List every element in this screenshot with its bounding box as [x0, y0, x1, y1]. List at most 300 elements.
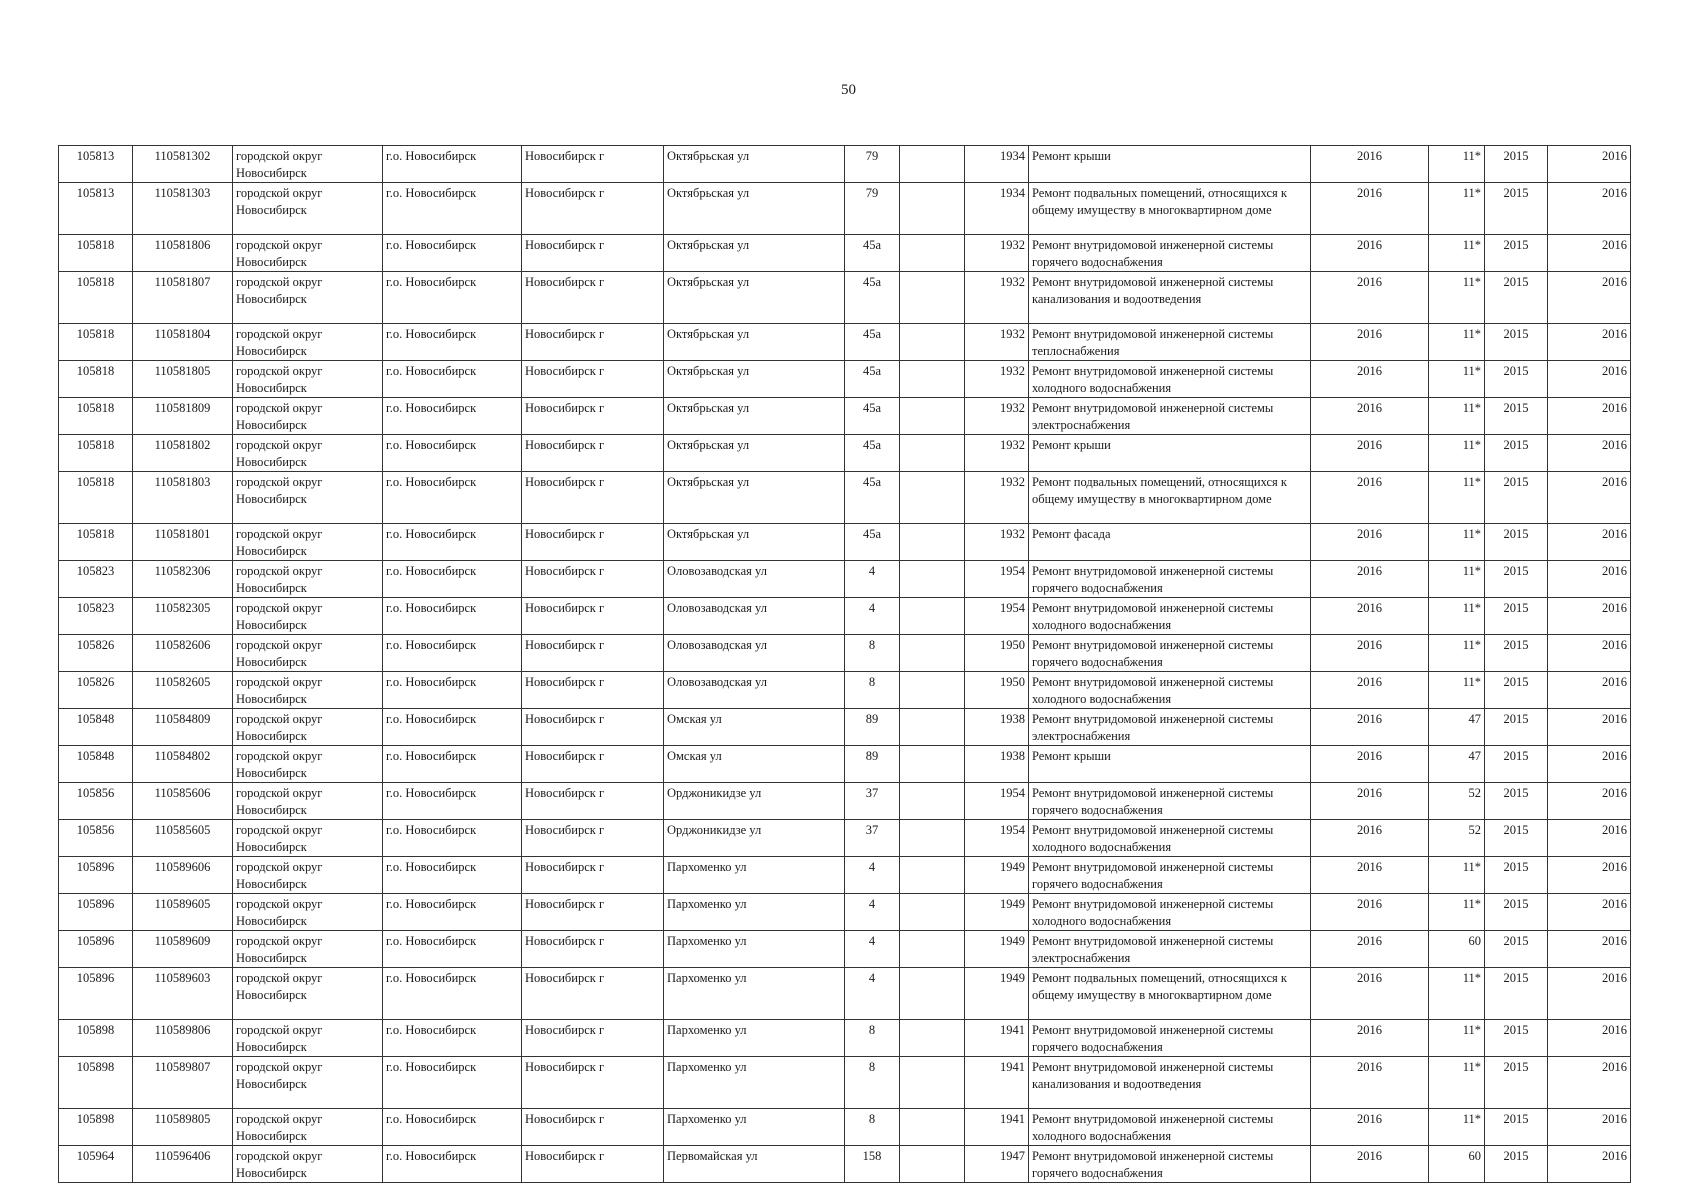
- cell-work-type: Ремонт внутридомовой инженерной системы канализования и водоотведения: [1029, 272, 1311, 324]
- cell-city: Новосибирск г: [522, 1109, 664, 1146]
- cell-street: Пархоменко ул: [664, 1109, 845, 1146]
- cell-street: Орджоникидзе ул: [664, 820, 845, 857]
- table-row: [59, 820, 1631, 857]
- cell-reference: 11*: [1429, 472, 1485, 524]
- cell-end-year: 2016: [1548, 857, 1631, 894]
- cell-work-type: Ремонт внутридомовой инженерной системы канализования и водоотведения: [1029, 1057, 1311, 1109]
- cell-reference: 11*: [1429, 561, 1485, 598]
- table-row: [59, 361, 1631, 398]
- cell-street: Октябрьская ул: [664, 272, 845, 324]
- cell-end-year: 2016: [1548, 435, 1631, 472]
- cell-work-type: Ремонт внутридомовой инженерной системы теплоснабжения: [1029, 324, 1311, 361]
- cell-plan-year: 2016: [1311, 435, 1429, 472]
- cell-building: [900, 361, 965, 398]
- cell-city: Новосибирск г: [522, 524, 664, 561]
- cell-street: Октябрьская ул: [664, 235, 845, 272]
- cell-build-year: 1932: [965, 472, 1029, 524]
- cell-reference: 52: [1429, 783, 1485, 820]
- table-row: [59, 598, 1631, 635]
- cell-district: г.о. Новосибирск: [383, 1146, 522, 1183]
- cell-end-year: 2016: [1548, 561, 1631, 598]
- table-row: [59, 931, 1631, 968]
- cell-reference: 11*: [1429, 1020, 1485, 1057]
- cell-plan-year: 2016: [1311, 931, 1429, 968]
- cell-house-number: 4: [845, 894, 900, 931]
- cell-house-number: 8: [845, 672, 900, 709]
- cell-build-year: 1932: [965, 324, 1029, 361]
- cell-house-id: 105818: [59, 435, 133, 472]
- cell-start-year: 2015: [1485, 183, 1548, 235]
- cell-city: Новосибирск г: [522, 598, 664, 635]
- cell-work-type: Ремонт крыши: [1029, 435, 1311, 472]
- cell-plan-year: 2016: [1311, 1109, 1429, 1146]
- cell-house-number: 4: [845, 857, 900, 894]
- cell-house-number: 45а: [845, 324, 900, 361]
- cell-start-year: 2015: [1485, 272, 1548, 324]
- cell-work-code: 110589805: [133, 1109, 233, 1146]
- cell-end-year: 2016: [1548, 931, 1631, 968]
- cell-work-code: 110581805: [133, 361, 233, 398]
- cell-plan-year: 2016: [1311, 561, 1429, 598]
- cell-reference: 11*: [1429, 1057, 1485, 1109]
- cell-build-year: 1954: [965, 598, 1029, 635]
- cell-house-number: 45а: [845, 272, 900, 324]
- cell-municipality: городской округ Новосибирск: [233, 561, 383, 598]
- cell-start-year: 2015: [1485, 1020, 1548, 1057]
- cell-district: г.о. Новосибирск: [383, 968, 522, 1020]
- cell-plan-year: 2016: [1311, 894, 1429, 931]
- cell-reference: 60: [1429, 1146, 1485, 1183]
- cell-city: Новосибирск г: [522, 1020, 664, 1057]
- cell-street: Оловозаводская ул: [664, 672, 845, 709]
- cell-district: г.о. Новосибирск: [383, 324, 522, 361]
- cell-work-code: 110581802: [133, 435, 233, 472]
- cell-plan-year: 2016: [1311, 361, 1429, 398]
- cell-reference: 47: [1429, 709, 1485, 746]
- cell-build-year: 1949: [965, 931, 1029, 968]
- cell-work-code: 110581801: [133, 524, 233, 561]
- cell-work-type: Ремонт внутридомовой инженерной системы горячего водоснабжения: [1029, 235, 1311, 272]
- table-row: [59, 472, 1631, 524]
- cell-work-code: 110582306: [133, 561, 233, 598]
- cell-work-type: Ремонт крыши: [1029, 146, 1311, 183]
- cell-street: Пархоменко ул: [664, 894, 845, 931]
- cell-end-year: 2016: [1548, 146, 1631, 183]
- cell-street: Орджоникидзе ул: [664, 783, 845, 820]
- cell-build-year: 1932: [965, 435, 1029, 472]
- cell-house-number: 45а: [845, 435, 900, 472]
- cell-work-type: Ремонт внутридомовой инженерной системы холодного водоснабжения: [1029, 361, 1311, 398]
- cell-end-year: 2016: [1548, 1146, 1631, 1183]
- cell-work-type: Ремонт подвальных помещений, относящихся к общему имуществу в многоквартирном доме: [1029, 968, 1311, 1020]
- cell-street: Пархоменко ул: [664, 1020, 845, 1057]
- cell-street: Октябрьская ул: [664, 324, 845, 361]
- cell-municipality: городской округ Новосибирск: [233, 524, 383, 561]
- cell-city: Новосибирск г: [522, 857, 664, 894]
- cell-work-code: 110589807: [133, 1057, 233, 1109]
- cell-house-number: 4: [845, 598, 900, 635]
- cell-building: [900, 709, 965, 746]
- cell-start-year: 2015: [1485, 324, 1548, 361]
- cell-district: г.о. Новосибирск: [383, 1020, 522, 1057]
- cell-street: Октябрьская ул: [664, 435, 845, 472]
- cell-building: [900, 598, 965, 635]
- cell-build-year: 1949: [965, 968, 1029, 1020]
- cell-city: Новосибирск г: [522, 968, 664, 1020]
- cell-building: [900, 324, 965, 361]
- table-row: [59, 1109, 1631, 1146]
- cell-work-code: 110596406: [133, 1146, 233, 1183]
- cell-start-year: 2015: [1485, 1057, 1548, 1109]
- cell-house-number: 45а: [845, 472, 900, 524]
- cell-work-code: 110584809: [133, 709, 233, 746]
- table-row: [59, 1020, 1631, 1057]
- cell-building: [900, 783, 965, 820]
- cell-end-year: 2016: [1548, 672, 1631, 709]
- cell-building: [900, 1109, 965, 1146]
- table-row: [59, 1146, 1631, 1183]
- cell-house-number: 89: [845, 746, 900, 783]
- cell-work-code: 110581804: [133, 324, 233, 361]
- cell-house-id: 105818: [59, 361, 133, 398]
- cell-house-number: 158: [845, 1146, 900, 1183]
- cell-reference: 11*: [1429, 672, 1485, 709]
- cell-work-code: 110581302: [133, 146, 233, 183]
- cell-build-year: 1932: [965, 361, 1029, 398]
- table-row: [59, 1057, 1631, 1109]
- cell-house-id: 105848: [59, 709, 133, 746]
- cell-house-number: 4: [845, 931, 900, 968]
- cell-house-id: 105823: [59, 561, 133, 598]
- cell-end-year: 2016: [1548, 235, 1631, 272]
- cell-house-number: 45а: [845, 398, 900, 435]
- cell-district: г.о. Новосибирск: [383, 1057, 522, 1109]
- cell-building: [900, 672, 965, 709]
- cell-end-year: 2016: [1548, 324, 1631, 361]
- cell-work-code: 110581803: [133, 472, 233, 524]
- cell-house-number: 8: [845, 635, 900, 672]
- cell-city: Новосибирск г: [522, 1057, 664, 1109]
- cell-end-year: 2016: [1548, 272, 1631, 324]
- cell-plan-year: 2016: [1311, 235, 1429, 272]
- cell-work-code: 110585605: [133, 820, 233, 857]
- cell-city: Новосибирск г: [522, 324, 664, 361]
- cell-house-number: 37: [845, 783, 900, 820]
- cell-municipality: городской округ Новосибирск: [233, 709, 383, 746]
- cell-plan-year: 2016: [1311, 598, 1429, 635]
- cell-end-year: 2016: [1548, 968, 1631, 1020]
- cell-reference: 11*: [1429, 361, 1485, 398]
- cell-house-id: 105856: [59, 783, 133, 820]
- cell-build-year: 1954: [965, 561, 1029, 598]
- cell-plan-year: 2016: [1311, 398, 1429, 435]
- cell-work-type: Ремонт подвальных помещений, относящихся к общему имуществу в многоквартирном доме: [1029, 183, 1311, 235]
- cell-district: г.о. Новосибирск: [383, 472, 522, 524]
- cell-work-code: 110581303: [133, 183, 233, 235]
- cell-build-year: 1950: [965, 635, 1029, 672]
- cell-house-number: 8: [845, 1109, 900, 1146]
- cell-building: [900, 1057, 965, 1109]
- cell-district: г.о. Новосибирск: [383, 398, 522, 435]
- cell-building: [900, 472, 965, 524]
- table-row: [59, 894, 1631, 931]
- table-row: [59, 183, 1631, 235]
- cell-work-type: Ремонт внутридомовой инженерной системы горячего водоснабжения: [1029, 1146, 1311, 1183]
- table-row: [59, 324, 1631, 361]
- cell-start-year: 2015: [1485, 361, 1548, 398]
- cell-municipality: городской округ Новосибирск: [233, 146, 383, 183]
- cell-end-year: 2016: [1548, 398, 1631, 435]
- cell-building: [900, 398, 965, 435]
- cell-end-year: 2016: [1548, 1109, 1631, 1146]
- cell-build-year: 1950: [965, 672, 1029, 709]
- cell-house-id: 105826: [59, 672, 133, 709]
- cell-house-id: 105823: [59, 598, 133, 635]
- table-row: [59, 561, 1631, 598]
- table-row: [59, 272, 1631, 324]
- cell-plan-year: 2016: [1311, 324, 1429, 361]
- cell-plan-year: 2016: [1311, 272, 1429, 324]
- cell-build-year: 1932: [965, 524, 1029, 561]
- cell-plan-year: 2016: [1311, 635, 1429, 672]
- cell-build-year: 1934: [965, 183, 1029, 235]
- cell-build-year: 1947: [965, 1146, 1029, 1183]
- cell-work-type: Ремонт фасада: [1029, 524, 1311, 561]
- cell-city: Новосибирск г: [522, 820, 664, 857]
- cell-start-year: 2015: [1485, 931, 1548, 968]
- cell-build-year: 1938: [965, 709, 1029, 746]
- cell-plan-year: 2016: [1311, 1057, 1429, 1109]
- cell-work-code: 110582305: [133, 598, 233, 635]
- cell-build-year: 1932: [965, 235, 1029, 272]
- cell-municipality: городской округ Новосибирск: [233, 1057, 383, 1109]
- cell-city: Новосибирск г: [522, 472, 664, 524]
- cell-house-id: 105898: [59, 1109, 133, 1146]
- cell-municipality: городской округ Новосибирск: [233, 472, 383, 524]
- cell-district: г.о. Новосибирск: [383, 894, 522, 931]
- cell-street: Пархоменко ул: [664, 857, 845, 894]
- cell-start-year: 2015: [1485, 746, 1548, 783]
- cell-house-number: 37: [845, 820, 900, 857]
- cell-municipality: городской округ Новосибирск: [233, 746, 383, 783]
- cell-building: [900, 820, 965, 857]
- cell-city: Новосибирск г: [522, 272, 664, 324]
- cell-district: г.о. Новосибирск: [383, 235, 522, 272]
- cell-house-number: 45а: [845, 524, 900, 561]
- table-row: [59, 783, 1631, 820]
- cell-work-code: 110589605: [133, 894, 233, 931]
- cell-district: г.о. Новосибирск: [383, 435, 522, 472]
- cell-city: Новосибирск г: [522, 635, 664, 672]
- cell-work-type: Ремонт внутридомовой инженерной системы холодного водоснабжения: [1029, 1109, 1311, 1146]
- cell-municipality: городской округ Новосибирск: [233, 1146, 383, 1183]
- cell-district: г.о. Новосибирск: [383, 561, 522, 598]
- cell-work-type: Ремонт внутридомовой инженерной системы электроснабжения: [1029, 398, 1311, 435]
- cell-municipality: городской округ Новосибирск: [233, 1109, 383, 1146]
- cell-house-id: 105818: [59, 235, 133, 272]
- cell-street: Октябрьская ул: [664, 183, 845, 235]
- registry-table-body: [59, 146, 1631, 1183]
- cell-municipality: городской округ Новосибирск: [233, 820, 383, 857]
- table-row: [59, 235, 1631, 272]
- cell-work-type: Ремонт внутридомовой инженерной системы горячего водоснабжения: [1029, 635, 1311, 672]
- cell-house-id: 105964: [59, 1146, 133, 1183]
- cell-build-year: 1954: [965, 820, 1029, 857]
- cell-build-year: 1934: [965, 146, 1029, 183]
- cell-municipality: городской округ Новосибирск: [233, 672, 383, 709]
- cell-city: Новосибирск г: [522, 783, 664, 820]
- cell-work-type: Ремонт крыши: [1029, 746, 1311, 783]
- cell-municipality: городской округ Новосибирск: [233, 598, 383, 635]
- cell-reference: 11*: [1429, 146, 1485, 183]
- table-row: [59, 709, 1631, 746]
- cell-work-code: 110589609: [133, 931, 233, 968]
- table-row: [59, 398, 1631, 435]
- cell-district: г.о. Новосибирск: [383, 635, 522, 672]
- cell-building: [900, 746, 965, 783]
- cell-start-year: 2015: [1485, 820, 1548, 857]
- cell-street: Октябрьская ул: [664, 146, 845, 183]
- cell-city: Новосибирск г: [522, 672, 664, 709]
- table-row: [59, 524, 1631, 561]
- cell-building: [900, 894, 965, 931]
- cell-work-code: 110589603: [133, 968, 233, 1020]
- cell-building: [900, 235, 965, 272]
- cell-reference: 60: [1429, 931, 1485, 968]
- cell-city: Новосибирск г: [522, 709, 664, 746]
- cell-municipality: городской округ Новосибирск: [233, 272, 383, 324]
- cell-house-number: 4: [845, 561, 900, 598]
- cell-district: г.о. Новосибирск: [383, 857, 522, 894]
- cell-building: [900, 931, 965, 968]
- cell-work-code: 110581809: [133, 398, 233, 435]
- cell-municipality: городской округ Новосибирск: [233, 435, 383, 472]
- cell-end-year: 2016: [1548, 183, 1631, 235]
- cell-municipality: городской округ Новосибирск: [233, 324, 383, 361]
- cell-reference: 11*: [1429, 235, 1485, 272]
- cell-work-code: 110582605: [133, 672, 233, 709]
- cell-start-year: 2015: [1485, 561, 1548, 598]
- cell-end-year: 2016: [1548, 1057, 1631, 1109]
- cell-district: г.о. Новосибирск: [383, 709, 522, 746]
- cell-build-year: 1949: [965, 894, 1029, 931]
- cell-city: Новосибирск г: [522, 183, 664, 235]
- cell-house-number: 79: [845, 146, 900, 183]
- cell-city: Новосибирск г: [522, 931, 664, 968]
- cell-street: Октябрьская ул: [664, 524, 845, 561]
- registry-table: [58, 145, 1631, 1183]
- cell-street: Октябрьская ул: [664, 361, 845, 398]
- cell-end-year: 2016: [1548, 894, 1631, 931]
- cell-house-id: 105813: [59, 146, 133, 183]
- cell-city: Новосибирск г: [522, 235, 664, 272]
- cell-building: [900, 435, 965, 472]
- cell-plan-year: 2016: [1311, 783, 1429, 820]
- cell-work-type: Ремонт подвальных помещений, относящихся к общему имуществу в многоквартирном доме: [1029, 472, 1311, 524]
- cell-work-type: Ремонт внутридомовой инженерной системы электроснабжения: [1029, 709, 1311, 746]
- cell-municipality: городской округ Новосибирск: [233, 183, 383, 235]
- cell-build-year: 1941: [965, 1020, 1029, 1057]
- cell-end-year: 2016: [1548, 820, 1631, 857]
- table-row: [59, 435, 1631, 472]
- cell-district: г.о. Новосибирск: [383, 524, 522, 561]
- cell-house-id: 105898: [59, 1057, 133, 1109]
- cell-building: [900, 635, 965, 672]
- cell-start-year: 2015: [1485, 1146, 1548, 1183]
- cell-work-type: Ремонт внутридомовой инженерной системы холодного водоснабжения: [1029, 672, 1311, 709]
- cell-start-year: 2015: [1485, 472, 1548, 524]
- cell-district: г.о. Новосибирск: [383, 931, 522, 968]
- cell-street: Омская ул: [664, 746, 845, 783]
- cell-start-year: 2015: [1485, 635, 1548, 672]
- cell-end-year: 2016: [1548, 598, 1631, 635]
- cell-city: Новосибирск г: [522, 398, 664, 435]
- cell-municipality: городской округ Новосибирск: [233, 361, 383, 398]
- cell-district: г.о. Новосибирск: [383, 272, 522, 324]
- cell-start-year: 2015: [1485, 894, 1548, 931]
- cell-house-number: 4: [845, 968, 900, 1020]
- cell-start-year: 2015: [1485, 709, 1548, 746]
- cell-district: г.о. Новосибирск: [383, 598, 522, 635]
- cell-house-number: 89: [845, 709, 900, 746]
- cell-reference: 11*: [1429, 272, 1485, 324]
- table-row: [59, 672, 1631, 709]
- cell-municipality: городской округ Новосибирск: [233, 968, 383, 1020]
- cell-building: [900, 146, 965, 183]
- cell-end-year: 2016: [1548, 709, 1631, 746]
- cell-street: Оловозаводская ул: [664, 561, 845, 598]
- cell-house-number: 45а: [845, 235, 900, 272]
- cell-house-id: 105818: [59, 472, 133, 524]
- cell-house-id: 105848: [59, 746, 133, 783]
- cell-start-year: 2015: [1485, 672, 1548, 709]
- cell-build-year: 1932: [965, 398, 1029, 435]
- cell-house-number: 79: [845, 183, 900, 235]
- cell-house-number: 45а: [845, 361, 900, 398]
- cell-plan-year: 2016: [1311, 709, 1429, 746]
- cell-house-id: 105818: [59, 272, 133, 324]
- cell-street: Октябрьская ул: [664, 398, 845, 435]
- cell-end-year: 2016: [1548, 635, 1631, 672]
- cell-start-year: 2015: [1485, 857, 1548, 894]
- cell-start-year: 2015: [1485, 146, 1548, 183]
- cell-house-id: 105813: [59, 183, 133, 235]
- cell-street: Пархоменко ул: [664, 931, 845, 968]
- cell-district: г.о. Новосибирск: [383, 783, 522, 820]
- cell-building: [900, 183, 965, 235]
- cell-district: г.о. Новосибирск: [383, 746, 522, 783]
- cell-end-year: 2016: [1548, 361, 1631, 398]
- cell-reference: 11*: [1429, 635, 1485, 672]
- cell-house-id: 105896: [59, 931, 133, 968]
- cell-work-code: 110581806: [133, 235, 233, 272]
- cell-work-type: Ремонт внутридомовой инженерной системы холодного водоснабжения: [1029, 820, 1311, 857]
- cell-municipality: городской округ Новосибирск: [233, 931, 383, 968]
- cell-plan-year: 2016: [1311, 1146, 1429, 1183]
- cell-municipality: городской округ Новосибирск: [233, 783, 383, 820]
- cell-work-type: Ремонт внутридомовой инженерной системы электроснабжения: [1029, 931, 1311, 968]
- cell-district: г.о. Новосибирск: [383, 146, 522, 183]
- cell-start-year: 2015: [1485, 1109, 1548, 1146]
- cell-end-year: 2016: [1548, 746, 1631, 783]
- cell-work-code: 110582606: [133, 635, 233, 672]
- cell-district: г.о. Новосибирск: [383, 820, 522, 857]
- cell-house-number: 8: [845, 1057, 900, 1109]
- cell-city: Новосибирск г: [522, 746, 664, 783]
- cell-plan-year: 2016: [1311, 672, 1429, 709]
- table-row: [59, 635, 1631, 672]
- cell-start-year: 2015: [1485, 968, 1548, 1020]
